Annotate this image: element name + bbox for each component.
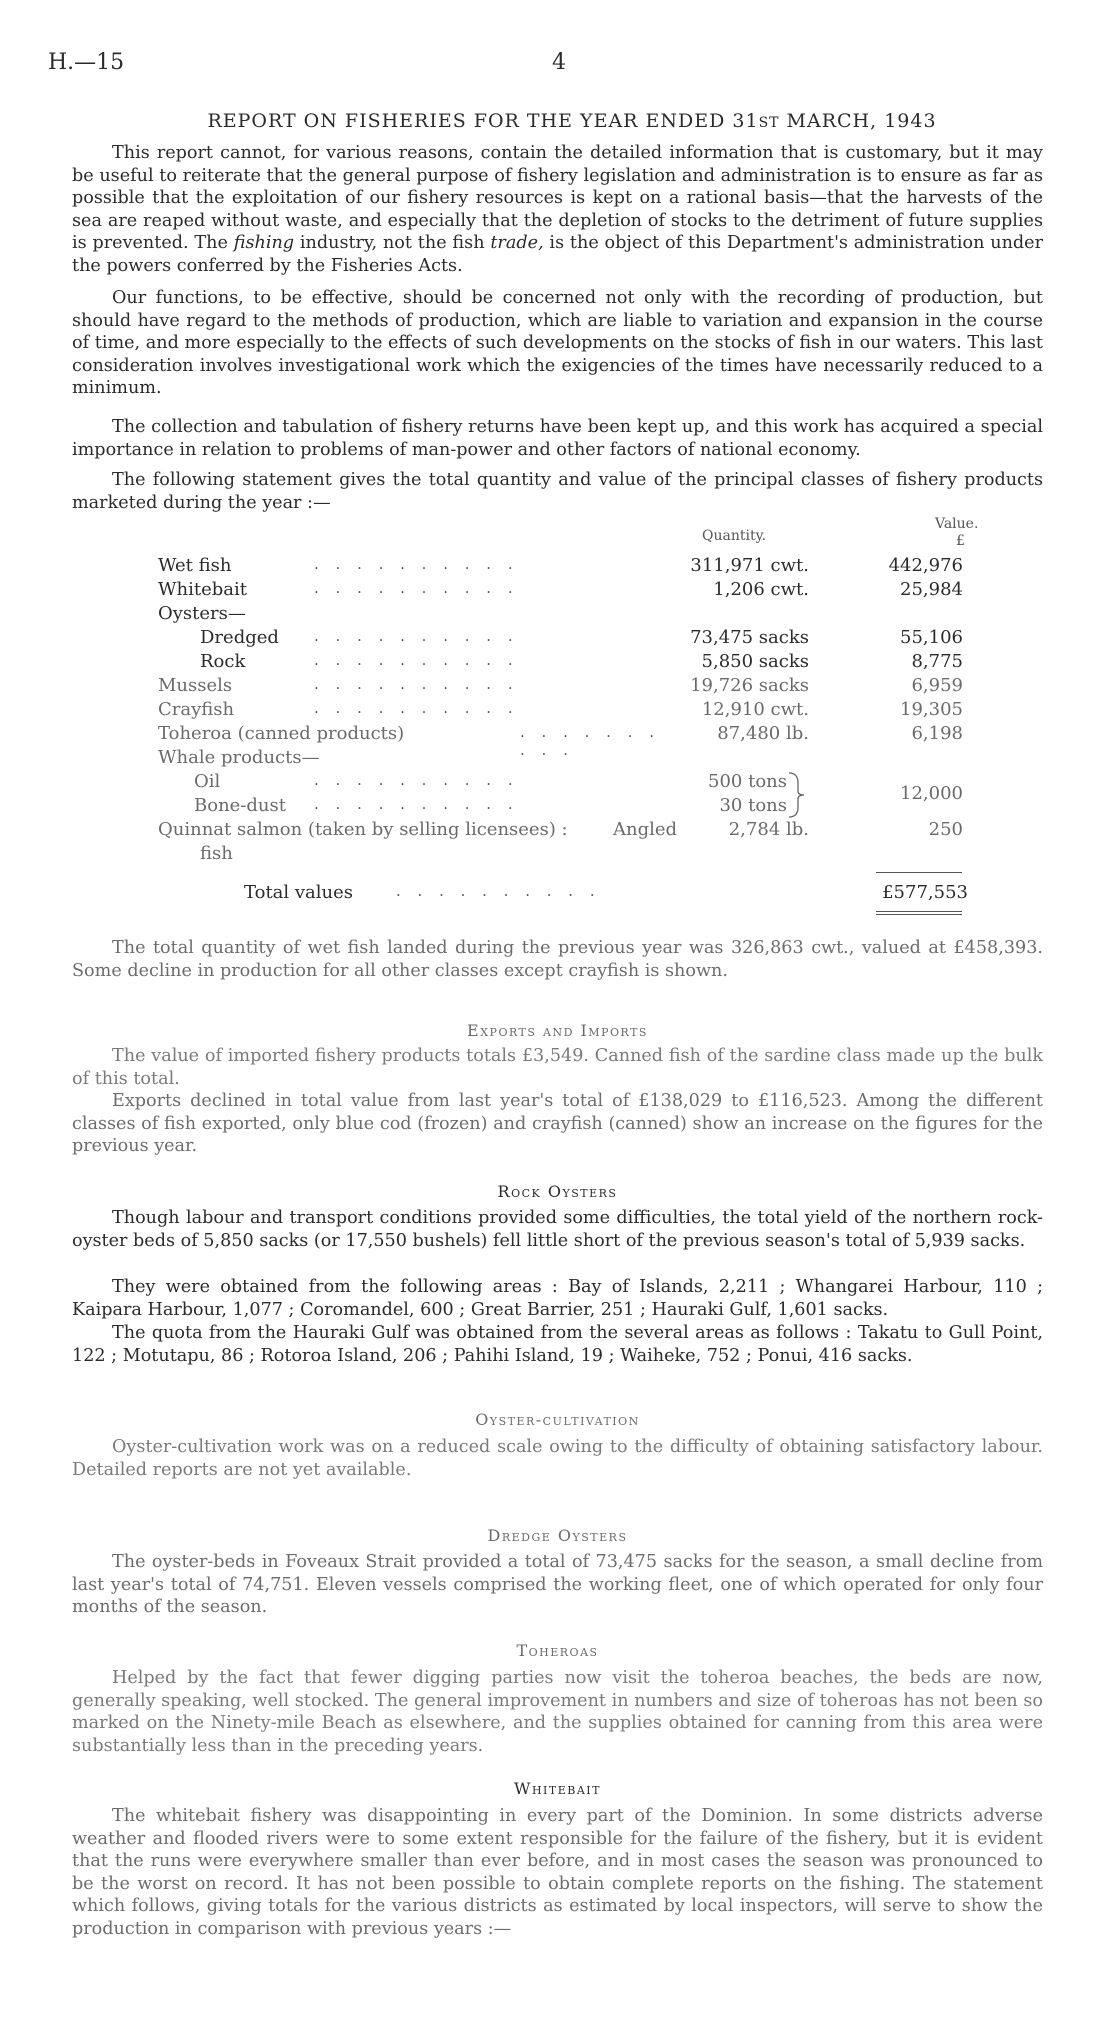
rock-oysters-paragraph-1: Though labour and transport conditions provided some difficulties, the total yield of the northern rock-oyster beds of 5,850 sacks (or 17,550 bushels) fell little short of the previous season's total of 5,939 sacks. <box>72 1208 1043 1251</box>
intro-paragraph-1 <box>72 142 1043 278</box>
row-quantity: 30 tons <box>719 795 787 816</box>
row-label: Oil <box>194 771 221 792</box>
section-heading-exports: Exports and Imports <box>467 1021 648 1040</box>
total-label: Total values <box>244 882 354 903</box>
rock-oysters-paragraph-2: They were obtained from the following areas : Bay of Islands, 2,211 ; Whangarei Harbour, 110 ; Kaipara Harbour, 1,077 ; Coromandel, 600 ; Great Barrier, 251 ; Hauraki Gulf, 1,601 sacks. <box>72 1277 1043 1320</box>
column-header-value: Value. <box>935 516 979 532</box>
document-reference: H.—15 <box>48 50 125 75</box>
row-label: Bone-dust <box>194 795 286 816</box>
table-row-crayfish <box>0 699 1114 723</box>
row-quantity: 2,784 lb. <box>728 819 809 840</box>
total-rule-bottom-2 <box>876 914 962 915</box>
row-label: Quinnat salmon (taken by selling licensees) : <box>158 819 568 840</box>
table-row-oysters <box>0 603 1114 627</box>
table-row-dredged <box>0 627 1114 651</box>
row-label: Dredged <box>200 627 279 648</box>
leader-dots: . . . . . . . . . . <box>314 771 519 789</box>
column-header-quantity: Quantity. <box>702 528 767 544</box>
toheroas-paragraph: Helped by the fact that fewer digging parties now visit the toheroa beaches, the beds are now, generally speaking, well stocked. The general improvement in numbers and size of toheroas has not been so marked on the Ninety-mile Beach as elsewhere, and the supplies obtained for canning from this area were substantially less than in the preceding years. <box>72 1668 1043 1756</box>
leader-dots: . . . . . . . . . . <box>314 651 519 669</box>
intro-paragraph-4: The following statement gives the total quantity and value of the principal classes of fishery products marketed during the year :— <box>72 470 1043 513</box>
total-rule-bottom-1 <box>876 911 962 912</box>
intro-p1-trade: trade, <box>490 233 544 254</box>
title-main: REPORT ON FISHERIES FOR THE YEAR ENDED 31 <box>207 110 759 132</box>
section-heading-rock-oysters: Rock Oysters <box>497 1182 618 1201</box>
row-value: 12,000 <box>900 783 963 804</box>
leader-dots: . . . . . . . . . . <box>314 579 519 597</box>
leader-dots: . . . . . . . . . . <box>520 723 660 759</box>
table-row-whitebait <box>0 579 1114 603</box>
total-value: £577,553 <box>882 882 968 903</box>
section-heading-oyster-cultivation: Oyster-cultivation <box>475 1410 640 1429</box>
table-row-total <box>0 882 1114 906</box>
row-quantity: 19,726 sacks <box>690 675 809 696</box>
leader-dots: . . . . . . . . . . <box>314 795 519 813</box>
row-value: 8,775 <box>911 651 963 672</box>
intro-paragraph-3: The collection and tabulation of fishery returns have been kept up, and this work has acquired a special importance in relation to problems of man-power and other factors of national economy. <box>72 417 1043 460</box>
intro-p1-fishing: fishing <box>233 233 295 254</box>
section-heading-toheroas: Toheroas <box>516 1641 599 1660</box>
row-label: Wet fish <box>158 555 232 576</box>
total-rule-top <box>876 872 962 873</box>
row-label: fish <box>200 843 233 864</box>
table-row-quinnat-continued <box>0 843 1114 867</box>
whitebait-paragraph: The whitebait fishery was disappointing in every part of the Dominion. In some districts adverse weather and flooded rivers were to some extent responsible for the failure of the fishery, but it is evident that the runs were everywhere smaller than ever before, and in most cases the season was pronounced to be the worst on record. It has not been possible to obtain complete reports on the fishing. The statement which follows, giving totals for the various districts as estimated by local inspectors, will serve to show the production in comparison with previous years :— <box>72 1806 1043 1939</box>
column-header-value-unit: £ <box>956 533 965 549</box>
row-label: Mussels <box>158 675 233 696</box>
row-label: Rock <box>200 651 246 672</box>
row-value: 55,106 <box>900 627 963 648</box>
row-value: 442,976 <box>888 555 963 576</box>
leader-dots: . . . . . . . . . . <box>314 699 519 717</box>
row-quantity: 311,971 cwt. <box>690 555 809 576</box>
row-quantity: 73,475 sacks <box>690 627 809 648</box>
leader-dots: . . . . . . . . . . <box>314 555 519 573</box>
intro-paragraph-2: Our functions, to be effective, should be concerned not only with the recording of production, but should have regard to the methods of production, which are liable to variation and expansion in the course of time, and more especially to the effects of such developments on the stocks of fish in our waters. This last consideration involves investigational work which the exigencies of the times have necessarily reduced to a minimum. <box>72 288 1043 399</box>
dredge-oysters-paragraph: The oyster-beds in Foveaux Strait provided a total of 73,475 sacks for the season, a small decline from last year's total of 74,751. Eleven vessels comprised the working fleet, one of which operated for only four months of the season. <box>72 1552 1043 1618</box>
leader-dots: . . . . . . . . . . <box>396 882 601 900</box>
table-row-wet-fish <box>0 555 1114 579</box>
rock-oysters-paragraph-3: The quota from the Hauraki Gulf was obtained from the several areas as follows : Takatu to Gull Point, 122 ; Motutapu, 86 ; Rotoroa Island, 206 ; Pahihi Island, 19 ; Waiheke, 752 ; Ponui, 416 sacks. <box>72 1323 1043 1366</box>
row-value: 25,984 <box>900 579 963 600</box>
table-row-quinnat <box>0 819 1114 843</box>
row-label: Toheroa (canned products) <box>158 723 405 744</box>
intro-p1-part-a: This report cannot, for various reasons, contain the detailed information that is customary, but it may be useful to reiterate that the general purpose of fishery legislation and administration is to ensure as far as possible that the exploitation of our fishery resources is kept on a rational basis—that the harvests of the sea are reaped without waste, and especially that the depletion of stocks to the detriment of future supplies is prevented. The <box>72 143 1043 254</box>
section-heading-dredge-oysters: Dredge Oysters <box>487 1526 628 1545</box>
intro-p1-part-b: industry, not the fish <box>294 233 491 254</box>
intro-p1-part-c: is the object of this Department's administration under the powers conferred by the Fisheries Acts. <box>72 233 1044 276</box>
row-value: 6,198 <box>911 723 963 744</box>
row-method: Angled <box>613 819 678 840</box>
row-quantity: 12,910 cwt. <box>701 699 809 720</box>
table-row-whale-value <box>0 783 1114 807</box>
row-value: 19,305 <box>900 699 963 720</box>
row-value: 250 <box>928 819 963 840</box>
row-label: Whitebait <box>158 579 247 600</box>
table-row-whale-products <box>0 747 1114 771</box>
table-row-rock <box>0 651 1114 675</box>
row-quantity: 5,850 sacks <box>701 651 809 672</box>
row-quantity: 87,480 lb. <box>717 723 809 744</box>
previous-year-paragraph: The total quantity of wet fish landed during the previous year was 326,863 cwt., valued at £458,393. Some decline in production for all other classes except crayfish is shown. <box>72 938 1043 981</box>
row-label: Crayfish <box>158 699 235 720</box>
section-heading-whitebait: Whitebait <box>514 1779 601 1798</box>
title-ordinal: ST <box>758 115 780 131</box>
page-number: 4 <box>552 50 566 75</box>
row-quantity: 1,206 cwt. <box>713 579 809 600</box>
report-title <box>72 110 1072 132</box>
oyster-cultivation-paragraph: Oyster-cultivation work was on a reduced scale owing to the difficulty of obtaining satisfactory labour. Detailed reports are not yet available. <box>72 1437 1043 1480</box>
title-end: MARCH, 1943 <box>779 110 937 132</box>
leader-dots: . . . . . . . . . . <box>314 675 519 693</box>
table-row-mussels <box>0 675 1114 699</box>
row-label: Oysters— <box>158 603 246 624</box>
row-quantity: 500 tons <box>708 771 787 792</box>
leader-dots: . . . . . . . . . . <box>314 627 519 645</box>
exports-paragraph-1: The value of imported fishery products totals £3,549. Canned fish of the sardine class made up the bulk of this total. <box>72 1046 1043 1089</box>
exports-paragraph-2: Exports declined in total value from last year's total of £138,029 to £116,523. Among the different classes of fish exported, only blue cod (frozen) and crayfish (canned) show an increase on the figures for the previous year. <box>72 1091 1043 1157</box>
row-label: Whale products— <box>158 747 320 768</box>
row-value: 6,959 <box>911 675 963 696</box>
